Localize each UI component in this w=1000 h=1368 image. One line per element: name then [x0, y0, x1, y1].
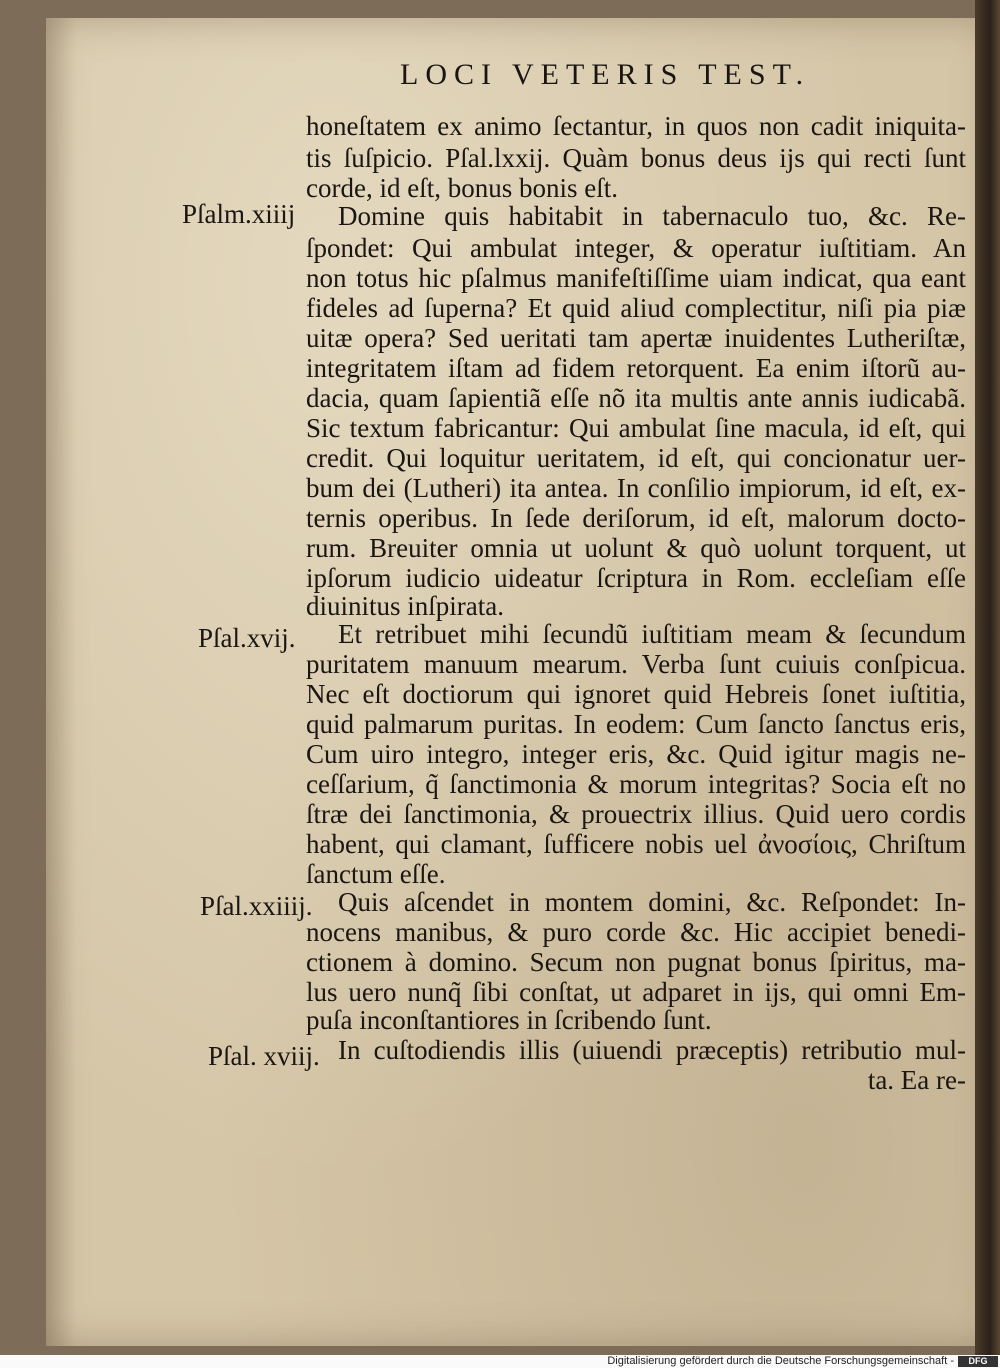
margin-note: Pſal.xxiiij. [200, 891, 313, 921]
text-line: bum dei (Lutheri) ita antea. In conſilio impiorum, id eſt, ex- [306, 473, 966, 503]
text-line: ipſorum iudicio uideatur ſcriptura in Rom. eccleſiam eſſe [306, 563, 966, 593]
text-line: nocens manibus, & puro corde &c. Hic accipiet benedi- [306, 917, 966, 947]
margin-note: Pſal.xvij. [198, 623, 296, 653]
text-line: ſtræ dei ſanctimonia, & prouectrix illius. Quid uero cordis [306, 799, 966, 829]
text-line: diuinitus inſpirata. [306, 591, 504, 621]
text-line: ta. Ea re- [867, 1065, 966, 1095]
text-line: quid palmarum puritas. In eodem: Cum ſancto ſanctus eris, [306, 709, 966, 739]
text-line: Et retribuet mihi ſecundũ iuſtitiam meam & ſecundum [338, 619, 966, 649]
text-line: Nec eſt doctiorum qui ignoret quid Hebreis ſonet iuſtitia, [306, 679, 966, 709]
text-line: dacia, quam ſapientiã eſſe nõ ita multis ante annis iudicabã. [306, 383, 966, 413]
text-line: ſanctum eſſe. [306, 859, 446, 889]
footer-credit: Digitalisierung gefördert durch die Deutsche Forschungsgemeinschaft - [607, 1355, 954, 1367]
text-line: ternis operibus. In ſede deriſorum, id eſt, malorum docto- [306, 503, 966, 533]
text-line: In cuſtodiendis illis (uiuendi præceptis) retributio mul- [338, 1035, 966, 1065]
digitization-footer [0, 1355, 1000, 1368]
dfg-logo: DFG [958, 1356, 998, 1367]
text-line: lus uero nunq̃ ſibi conſtat, ut adparet in ijs, qui omni Em- [306, 977, 966, 1007]
margin-note: Pſalm.xiiij [182, 199, 296, 229]
text-line: credit. Qui loquitur ueritatem, id eſt, qui concionatur uer- [306, 443, 966, 473]
text-line: habent, qui clamant, ſufficere nobis uel ἀνοσίοις, Chriſtum [306, 829, 966, 859]
text-line: rum. Breuiter omnia ut uolunt & quò uolunt torquent, ut [306, 533, 966, 563]
text-line: Sic textum fabricantur: Qui ambulat ſine macula, id eſt, qui [306, 413, 966, 443]
text-line: tis ſuſpicio. Pſal.lxxij. Quàm bonus deus ijs qui recti ſunt [306, 143, 966, 173]
text-line: ctionem à domino. Secum non pugnat bonus ſpiritus, ma- [306, 947, 966, 977]
text-line: integritatem iſtam ad fidem retorquent. Ea enim iſtorũ au- [306, 353, 966, 383]
text-line: Domine quis habitabit in tabernaculo tuo, &c. Re- [338, 201, 966, 231]
text-line: ceſſarium, q̃ ſanctimonia & morum integritas? Socia eſt no [306, 769, 966, 799]
text-line: Quis aſcendet in montem domini, &c. Reſpondet: In- [338, 887, 966, 917]
margin-note: Pſal. xviij. [208, 1041, 320, 1071]
text-line: puſa inconſtantiores in ſcribendo ſunt. [306, 1005, 712, 1035]
text-line: non totus hic pſalmus manifeſtiſſime uiam indicat, qua eant [306, 263, 966, 293]
text-line: fideles ad ſuperna? Et quid aliud complectitur, niſi pia piæ [306, 293, 966, 323]
text-line: ſpondet: Qui ambulat integer, & operatur iuſtitiam. An [306, 233, 966, 263]
text-line: honeſtatem ex animo ſectantur, in quos non cadit iniquita- [306, 111, 966, 141]
running-head: LOCI VETERIS TEST. [400, 58, 811, 91]
text-line: Cum uiro integro, integer eris, &c. Quid igitur magis ne- [306, 739, 966, 769]
text-line: uitæ opera? Sed ueritati tam apertæ inuidentes Lutheriſtæ, [306, 323, 966, 353]
book-spine [975, 0, 1000, 1355]
text-line: corde, id eſt, bonus bonis eſt. [306, 173, 618, 203]
text-line: puritatem manuum mearum. Verba ſunt cuiuis conſpicua. [306, 649, 966, 679]
